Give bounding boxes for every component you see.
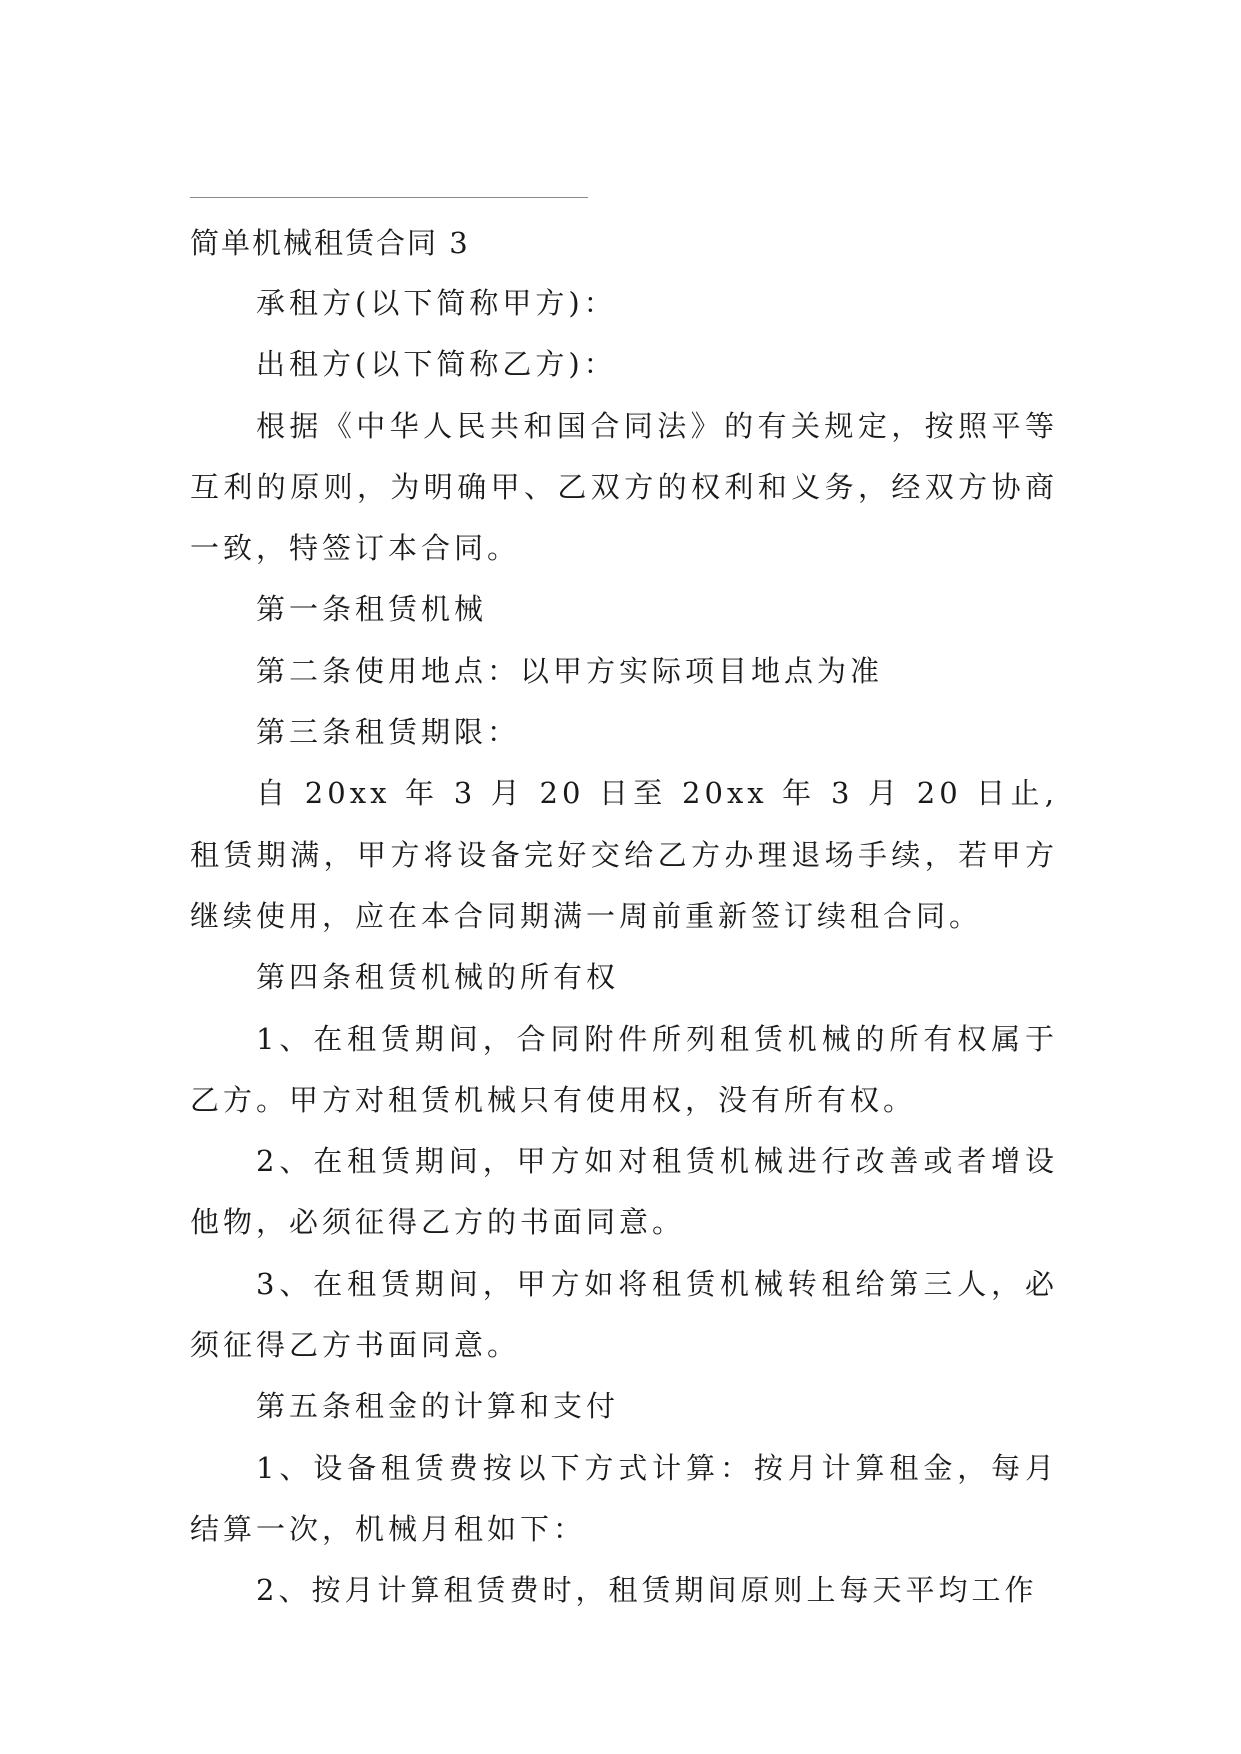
article-4-clause-3: 3、在租赁期间，甲方如将租赁机械转租给第三人，必须征得乙方书面同意。 [190,1266,1058,1363]
article-3-body: 自 20xx 年 3 月 20 日至 20xx 年 3 月 20 日止,租赁期满，甲方将设备完好交给乙方办理退场手续，若甲方继续使用，应在本合同期满一周前重新签订续租合同。 [190,776,1058,933]
article-4-clause-2: 2、在租赁期间，甲方如对租赁机械进行改善或者增设他物，必须征得乙方的书面同意。 [190,1144,1058,1240]
document-body [190,213,1058,1622]
document-title: 简单机械租赁合同 3 [190,226,470,260]
header-rule [190,197,588,198]
article-4-heading: 第四条租赁机械的所有权 [256,960,620,995]
paragraph-lessor: 出租方(以下简称乙方)： [256,347,617,382]
paragraph-lessee: 承租方(以下简称甲方)： [256,286,617,320]
article-5-clause-1: 1、设备租赁费按以下方式计算：按月计算租金，每月结算一次，机械月租如下： [190,1450,1058,1546]
article-5-clause-2: 2、按月计算租赁费时，租赁期间原则上每天平均工作 [256,1573,1038,1608]
article-2-heading: 第二条使用地点：以甲方实际项目地点为准 [256,653,884,688]
article-1-heading: 第一条租赁机械 [256,592,488,627]
article-4-clause-1: 1、在租赁期间，合同附件所列租赁机械的所有权属于乙方。甲方对租赁机械只有使用权，没有所有权。 [190,1021,1058,1117]
article-3-heading: 第三条租赁期限： [256,715,521,750]
paragraph-preamble: 根据《中华人民共和国合同法》的有关规定，按照平等互利的原则，为明确甲、乙双方的权利和义务，经双方协商一致，特签订本合同。 [190,408,1058,566]
article-5-heading: 第五条租金的计算和支付 [256,1389,620,1424]
